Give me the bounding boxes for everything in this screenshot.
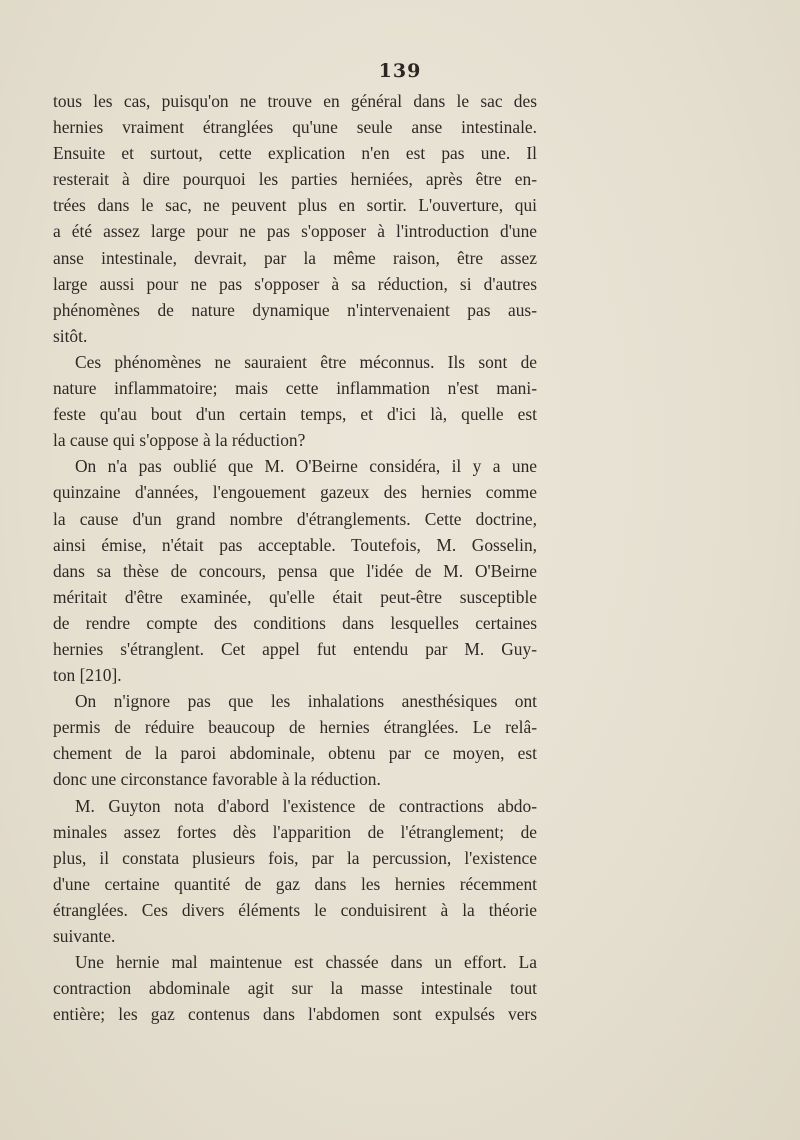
text-line: chement de la paroi abdominale, obtenu par ce moyen, est: [53, 743, 537, 764]
text-line: donc une circonstance favorable à la réduction.: [53, 769, 381, 790]
text-line: étranglées. Ces divers éléments le conduisirent à la théorie: [53, 899, 537, 920]
text-line: Ensuite et surtout, cette explication n'en est pas une. Il: [53, 143, 537, 164]
text-line: dans sa thèse de concours, pensa que l'idée de M. O'Beirne: [53, 560, 537, 581]
text-line: On n'ignore pas que les inhalations anesthésiques ont: [75, 691, 537, 712]
text-line: tous les cas, puisqu'on ne trouve en général dans le sac des: [53, 91, 537, 111]
text-line: resterait à dire pourquoi les parties herniées, après être en-: [53, 169, 537, 190]
page-number: 139: [378, 60, 422, 82]
body-text: [53, 88, 537, 1027]
text-line: plus, il constata plusieurs fois, par la percussion, l'existence: [53, 847, 537, 868]
text-line: minales assez fortes dès l'apparition de l'étranglement; de: [53, 821, 537, 842]
text-line: la cause d'un grand nombre d'étranglements. Cette doctrine,: [53, 508, 537, 529]
text-line: contraction abdominale agit sur la masse intestinale tout: [53, 978, 537, 999]
text-line: hernies s'étranglent. Cet appel fut entendu par M. Guy-: [53, 638, 537, 659]
text-line: anse intestinale, devrait, par la même raison, être assez: [53, 247, 537, 268]
text-line: sitôt.: [53, 325, 88, 346]
text-line: Une hernie mal maintenue est chassée dans un effort. La: [75, 952, 537, 973]
text-line: ton [210].: [53, 665, 122, 686]
text-line: quinzaine d'années, l'engouement gazeux des hernies comme: [53, 482, 537, 503]
text-line: phénomènes de nature dynamique n'intervenaient pas aus-: [53, 299, 537, 320]
text-line: suivante.: [53, 926, 116, 946]
text-line: feste qu'au bout d'un certain temps, et d'ici là, quelle est: [53, 404, 537, 425]
text-line: Ces phénomènes ne sauraient être méconnus. Ils sont de: [75, 351, 537, 372]
text-line: d'une certaine quantité de gaz dans les hernies récemment: [53, 873, 537, 894]
text-line: méritait d'être examinée, qu'elle était peut-être susceptible: [53, 586, 537, 607]
text-line: On n'a pas oublié que M. O'Beirne considéra, il y a une: [75, 456, 537, 477]
text-line: M. Guyton nota d'abord l'existence de contractions abdo-: [75, 795, 537, 816]
text-line: large aussi pour ne pas s'opposer à sa réduction, si d'autres: [53, 273, 537, 294]
text-line: ainsi émise, n'était pas acceptable. Toutefois, M. Gosselin,: [53, 534, 537, 555]
text-line: a été assez large pour ne pas s'opposer à l'introduction d'une: [53, 221, 537, 242]
text-line: la cause qui s'oppose à la réduction?: [53, 430, 306, 451]
text-line: entière; les gaz contenus dans l'abdomen sont expulsés vers: [53, 1004, 537, 1025]
text-line: de rendre compte des conditions dans lesquelles certaines: [53, 612, 537, 633]
text-line: trées dans le sac, ne peuvent plus en sortir. L'ouverture, qui: [53, 195, 537, 216]
text-line: nature inflammatoire; mais cette inflammation n'est mani-: [53, 378, 537, 399]
text-line: permis de réduire beaucoup de hernies étranglées. Le relâ-: [53, 717, 537, 738]
text-line: hernies vraiment étranglées qu'une seule anse intestinale.: [53, 117, 537, 138]
